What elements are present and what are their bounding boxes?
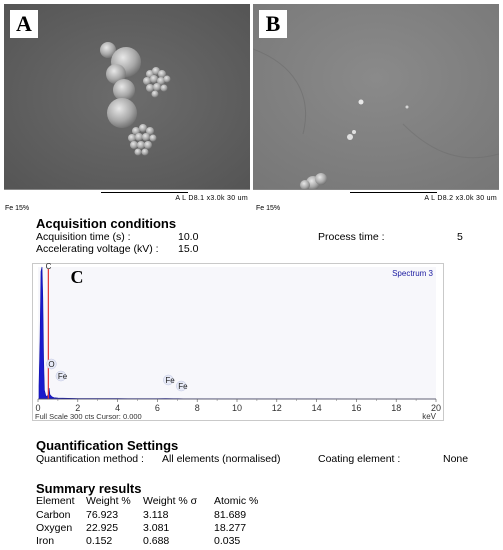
- x-tick-label: 10: [231, 403, 243, 413]
- peak-label: C: [45, 263, 52, 271]
- fe-tag-a: Fe 15%: [5, 205, 30, 212]
- acquisition-time-label: Acquisition time (s) :: [36, 231, 131, 243]
- table-cell: Oxygen: [36, 522, 73, 534]
- scale-bar: [350, 192, 437, 193]
- fe-tag-b: Fe 15%: [256, 205, 281, 212]
- quant-title: Quantification Settings: [36, 438, 179, 453]
- table-cell: 22.925: [86, 522, 119, 534]
- table-cell: 76.923: [86, 509, 119, 521]
- peak-label: O: [48, 360, 55, 369]
- voltage-label: Accelerating voltage (kV) :: [36, 243, 159, 255]
- x-tick-label: 16: [351, 403, 362, 413]
- particle: [406, 106, 409, 109]
- scale-bar: [101, 192, 188, 193]
- x-tick-label: 8: [194, 403, 200, 413]
- process-time-value: 5: [457, 231, 463, 243]
- chart-footer: Full Scale 300 cts Cursor: 0.000: [35, 412, 142, 421]
- particle: [113, 79, 135, 101]
- table-cell: 3.118: [143, 509, 169, 521]
- x-tick-label: 20: [430, 403, 442, 413]
- panel-label-b: B: [259, 10, 287, 38]
- table-cell: 18.277: [214, 522, 247, 534]
- peak-label: Fe: [165, 376, 175, 385]
- particle: [359, 100, 364, 105]
- peak-label: Fe: [178, 382, 188, 391]
- particle: [107, 98, 137, 128]
- x-axis-label: keV: [422, 412, 436, 421]
- x-tick-label: 18: [391, 403, 402, 413]
- sem-image-a: [4, 4, 250, 189]
- quant-method-value: All elements (normalised): [162, 453, 281, 465]
- summary-title: Summary results: [36, 481, 142, 496]
- coating-value: None: [443, 453, 469, 465]
- sem-info-b: A L D8.2 x3.0k 30 um: [424, 195, 497, 202]
- particle: [315, 173, 327, 185]
- x-tick-label: 2: [75, 403, 81, 413]
- table-cell: Carbon: [36, 509, 71, 521]
- eds-spectrum-chart: [32, 263, 442, 421]
- table-cell: 0.688: [143, 535, 170, 547]
- particle: [352, 130, 356, 134]
- x-tick-label: 6: [154, 403, 160, 413]
- sem-databar-a: [4, 189, 250, 206]
- x-tick-label: 12: [271, 403, 282, 413]
- sem-micrograph-a: [4, 4, 250, 189]
- sem-image-b: [253, 4, 499, 189]
- sem-info-a: A L D8.1 x3.0k 30 um: [175, 195, 248, 202]
- col-header: Element: [36, 495, 75, 507]
- table-cell: 3.081: [143, 522, 170, 534]
- table-cell: 0.152: [86, 535, 113, 547]
- table-cell: 81.689: [214, 509, 247, 521]
- quant-method-label: Quantification method :: [36, 453, 144, 465]
- sem-micrograph-b: [253, 4, 499, 189]
- sem-databar-b: [253, 189, 499, 206]
- col-header: Atomic %: [214, 495, 259, 507]
- acquisition-time-value: 10.0: [178, 231, 199, 243]
- voltage-value: 15.0: [178, 243, 199, 255]
- particle: [347, 134, 353, 140]
- plot-area: [38, 267, 436, 399]
- panel-label-a: A: [10, 10, 38, 38]
- table-cell: Iron: [36, 535, 55, 547]
- coating-label: Coating element :: [318, 453, 401, 465]
- peak-label: Fe: [57, 372, 68, 381]
- spectrum-label: Spectrum 3: [392, 269, 433, 278]
- x-tick-label: 4: [115, 403, 121, 413]
- col-header: Weight %: [86, 495, 131, 507]
- table-cell: 0.035: [214, 535, 241, 547]
- acquisition-title: Acquisition conditions: [36, 216, 177, 231]
- x-tick-label: 0: [35, 403, 41, 413]
- panel-label-c: C: [70, 267, 84, 287]
- x-tick-label: 14: [311, 403, 322, 413]
- col-header: Weight % σ: [143, 495, 198, 507]
- process-time-label: Process time :: [318, 231, 385, 243]
